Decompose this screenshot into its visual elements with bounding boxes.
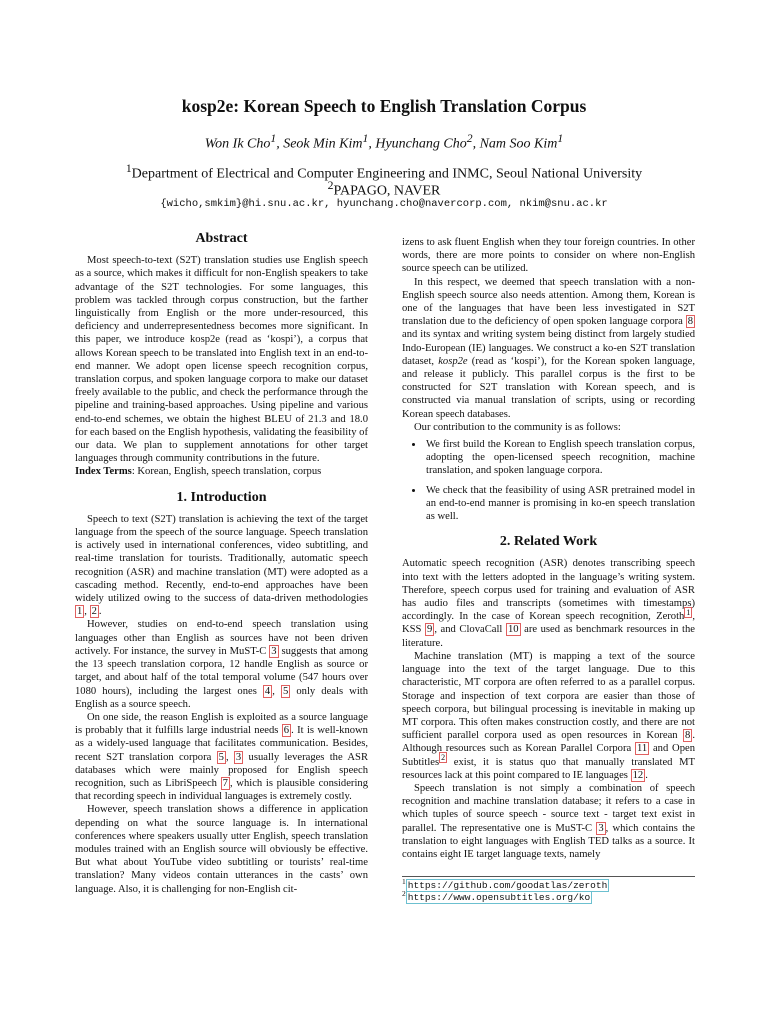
affiliation-mark: 2: [466, 132, 473, 145]
index-terms-text: : Korean, English, speech translation, corpus: [131, 466, 322, 478]
list-item: • We check that the feasibility of using ASR pretrained model in an end-to-end manner is promising in ko-en speech translation as well.: [424, 484, 695, 524]
citation-link[interactable]: 2: [91, 606, 97, 618]
related-paragraph-3: Speech translation is not simply a combination of speech recognition and machine translation database; it refers to a case in which tuples of source speech - source text - target text exist in parallel. The representative one is MuST-C 3 , which contains the translation to eight languages with English TED talks as a source. It contains eight IE target language texts, namely: [402, 782, 696, 860]
author: Seok Min Kim: [283, 136, 363, 152]
citation-link[interactable]: 6: [283, 725, 290, 737]
related-paragraph-2: Machine translation (MT) is mapping a text of the source language into the text of the target language. Due to this characteristic, MT corpora are often referred to as a parallel corpus. Storage and inspection of text corpora are easier than those of speech corpora, but bilingual processing is inevitable in making up MT corpora. This often makes construction costly, and there are not sufficient parallel corpora used as open resources in Korean 8 . Although resources such as Korean Parallel Corpora 11 and Open Subtitles $^2$ exist, it is status quo that manually translated MT resources lack at this point compared to IE languages 12 .: [402, 650, 695, 781]
related-paragraph-1: Automatic speech recognition (ASR) denotes transcribing speech into text with the letters adopted in the language’s writing system. Therefore, speech corpus used for training and evaluation of ASR has audio files and transcripts (sometimes with timestamps) accordingly. In the case of Korean speech recognition, Zeroth $^1$ , KSS 9 , and ClovaCall 10 are used as benchmark resources in the literature.: [402, 558, 695, 649]
citation-link[interactable]: 5: [218, 751, 224, 763]
footnote-mark[interactable]: 2: [441, 752, 446, 762]
citation-link[interactable]: 8: [687, 316, 693, 328]
left-column: [75, 232, 368, 896]
citation-link[interactable]: 3: [235, 751, 242, 763]
footnotes: [402, 876, 695, 904]
author: Hyunchang Cho: [375, 136, 467, 152]
affiliation-mark: 1: [270, 132, 277, 145]
citation-link[interactable]: 9: [427, 624, 433, 636]
author-list: Won Ik Cho$^1$, Seok Min Kim$^1$, Hyunchang Cho$^2$, Nam Soo Kim$^1$: [204, 132, 564, 152]
introduction-heading: 1. Introduction: [176, 489, 267, 505]
footnote-url[interactable]: https://github.com/goodatlas/zeroth: [407, 880, 608, 891]
right-column: [402, 236, 695, 861]
footnote-number: 1: [402, 876, 406, 886]
index-terms: [75, 465, 368, 478]
citation-link[interactable]: 12: [632, 769, 644, 781]
author-emails: {wicho,smkim}@hi.snu.ac.kr, hyunchang.cho@navercorp.com, nkim@snu.ac.kr: [160, 198, 608, 210]
intro-paragraph-1: Speech to text (S2T) translation is achieving the text of the target language from the speech of the source language. Speech translation is actively used in international conferences, video subtitling, and real-time translation for tourists. Traditionally, automatic speech recognition (ASR) and machine translation (MT) were adopted as a cascading method. Recently, end-to-end approaches have been widely utilized owing to the success of data-driven methodologies 1 , 2 .: [75, 513, 368, 618]
paper-title: kosp2e: Korean Speech to English Translation Corpus: [181, 96, 587, 116]
citation-link[interactable]: 10: [507, 624, 519, 636]
author: Won Ik Cho: [204, 136, 271, 152]
footnote-mark[interactable]: 1: [686, 607, 691, 617]
intro-paragraph-2: However, studies on end-to-end speech translation using languages other than English as sources have not been driven actively. For instance, the survey in MuST-C 3 suggests that among the 13 speech translation corpora, 12 handle English as source or target, and about half of the total temporal volume (547 hours over 1080 hours), including the largest ones 4 , 5 only deals with English as a source speech.: [75, 619, 369, 710]
citation-link[interactable]: 4: [264, 685, 271, 697]
citation-link[interactable]: 1: [77, 606, 83, 618]
author: Nam Soo Kim: [479, 136, 558, 152]
right-paragraph-1: In this respect, we deemed that speech translation with a non-English speech source also needs attention. Among them, Korean is one of the languages that have been less investigated in S2T translation due to the deficiency of open spoken language corpora 8 and its syntax and writing system being distinct from largely studied Indo-European (IE) languages. We construct a ko-en S2T translation dataset, kosp2e (read as ‘kospi’), for the Korean spoken language, and release it publicly. This parallel corpus is the first to be constructed for S2T translation with Korean speech, and is constructed via manual translation of scripts, using or recording Korean speech databases.: [402, 276, 695, 420]
citation-link[interactable]: 7: [222, 777, 228, 789]
right-paragraph-continued: izens to ask fluent English when they tour foreign countries. In other words, there are more points to consider on where non-English source speech can be utilized.: [402, 237, 695, 275]
corpus-name: kosp2e: [438, 355, 468, 367]
affiliation-text: PAPAGO, NAVER: [333, 183, 441, 199]
affiliation-mark: 1: [557, 132, 564, 145]
citation-link[interactable]: 3: [598, 822, 604, 834]
footnote-url[interactable]: https://www.opensubtitles.org/ko: [407, 892, 591, 903]
footnote-2: [402, 888, 695, 904]
intro-paragraph-4: However, speech translation shows a difference in application depending on what the source language is. In international conferences where speakers usually utter English, speech translation modules trained with an English source will obviously be effective. But what about YouTube video subtitling or tourists’ real-time translation? Many videos contain utterances in the casts’ own language. Also, it is challenging for non-English cit-: [75, 804, 368, 895]
index-terms-label: Index Terms: [75, 466, 132, 478]
abstract-text: Most speech-to-text (S2T) translation studies use English speech as a source, which makes it difficult for non-English speakers to take advantage of the S2T technologies. For some languages, this problem was tackled through corpus construction, but the farther linguistically from English or the more under-resourced, this deficiency and underrepresentedness becomes more significant. In this paper, we introduce kosp2e (read as ‘kospi’), a corpus that allows Korean speech to be translated into English text in an end-to-end manner. We adopt open license speech recognition corpus, translation corpus, and spoken language corpora to make our dataset freely available to the public, and check the performance through the pipeline and training-based approaches. Using pipeline and various end-to-end schemes, we obtain the highest BLEU of 21.3 and 18.0 for each based on the English hypothesis, validating the feasibility of our data. We plan to supplement annotations for other target languages through community contributions in the future.: [75, 255, 368, 465]
affiliation-mark: 1: [362, 132, 369, 145]
affiliation-text: Department of Electrical and Computer Engineering and INMC, Seoul National University: [131, 166, 643, 182]
affiliation-2: [0, 179, 768, 200]
related-work-heading: 2. Related Work: [499, 534, 598, 550]
citation-link[interactable]: 3: [271, 645, 277, 657]
citation-link[interactable]: 11: [636, 743, 648, 755]
abstract-heading: Abstract: [195, 231, 248, 246]
contribution-list: [402, 438, 695, 523]
right-paragraph-2: Our contribution to the community is as follows:: [414, 421, 621, 433]
list-item: • We first build the Korean to English speech translation corpus, adopting the open-licensed speech recognition, machine translation, and spoken language corpora.: [424, 438, 695, 478]
citation-link[interactable]: 8: [685, 730, 691, 742]
affiliation-number: 1: [125, 162, 132, 175]
affiliation-number: 2: [327, 179, 334, 192]
citation-link[interactable]: 5: [282, 685, 289, 697]
intro-paragraph-3: On one side, the reason English is exploited as a source language is probably that it fulfills large industrial needs 6 . It is well-known as a widely-used language that facilitates communication. Besides, recent S2T translation corpora 5 , 3 usually leverages the ASR databases which were mainly proposed for English speech recognition, such as LibriSpeech 7 , which is plausible considering that recording speech in individual languages is extremely costly.: [75, 711, 369, 803]
footnote-number: 2: [402, 888, 406, 898]
